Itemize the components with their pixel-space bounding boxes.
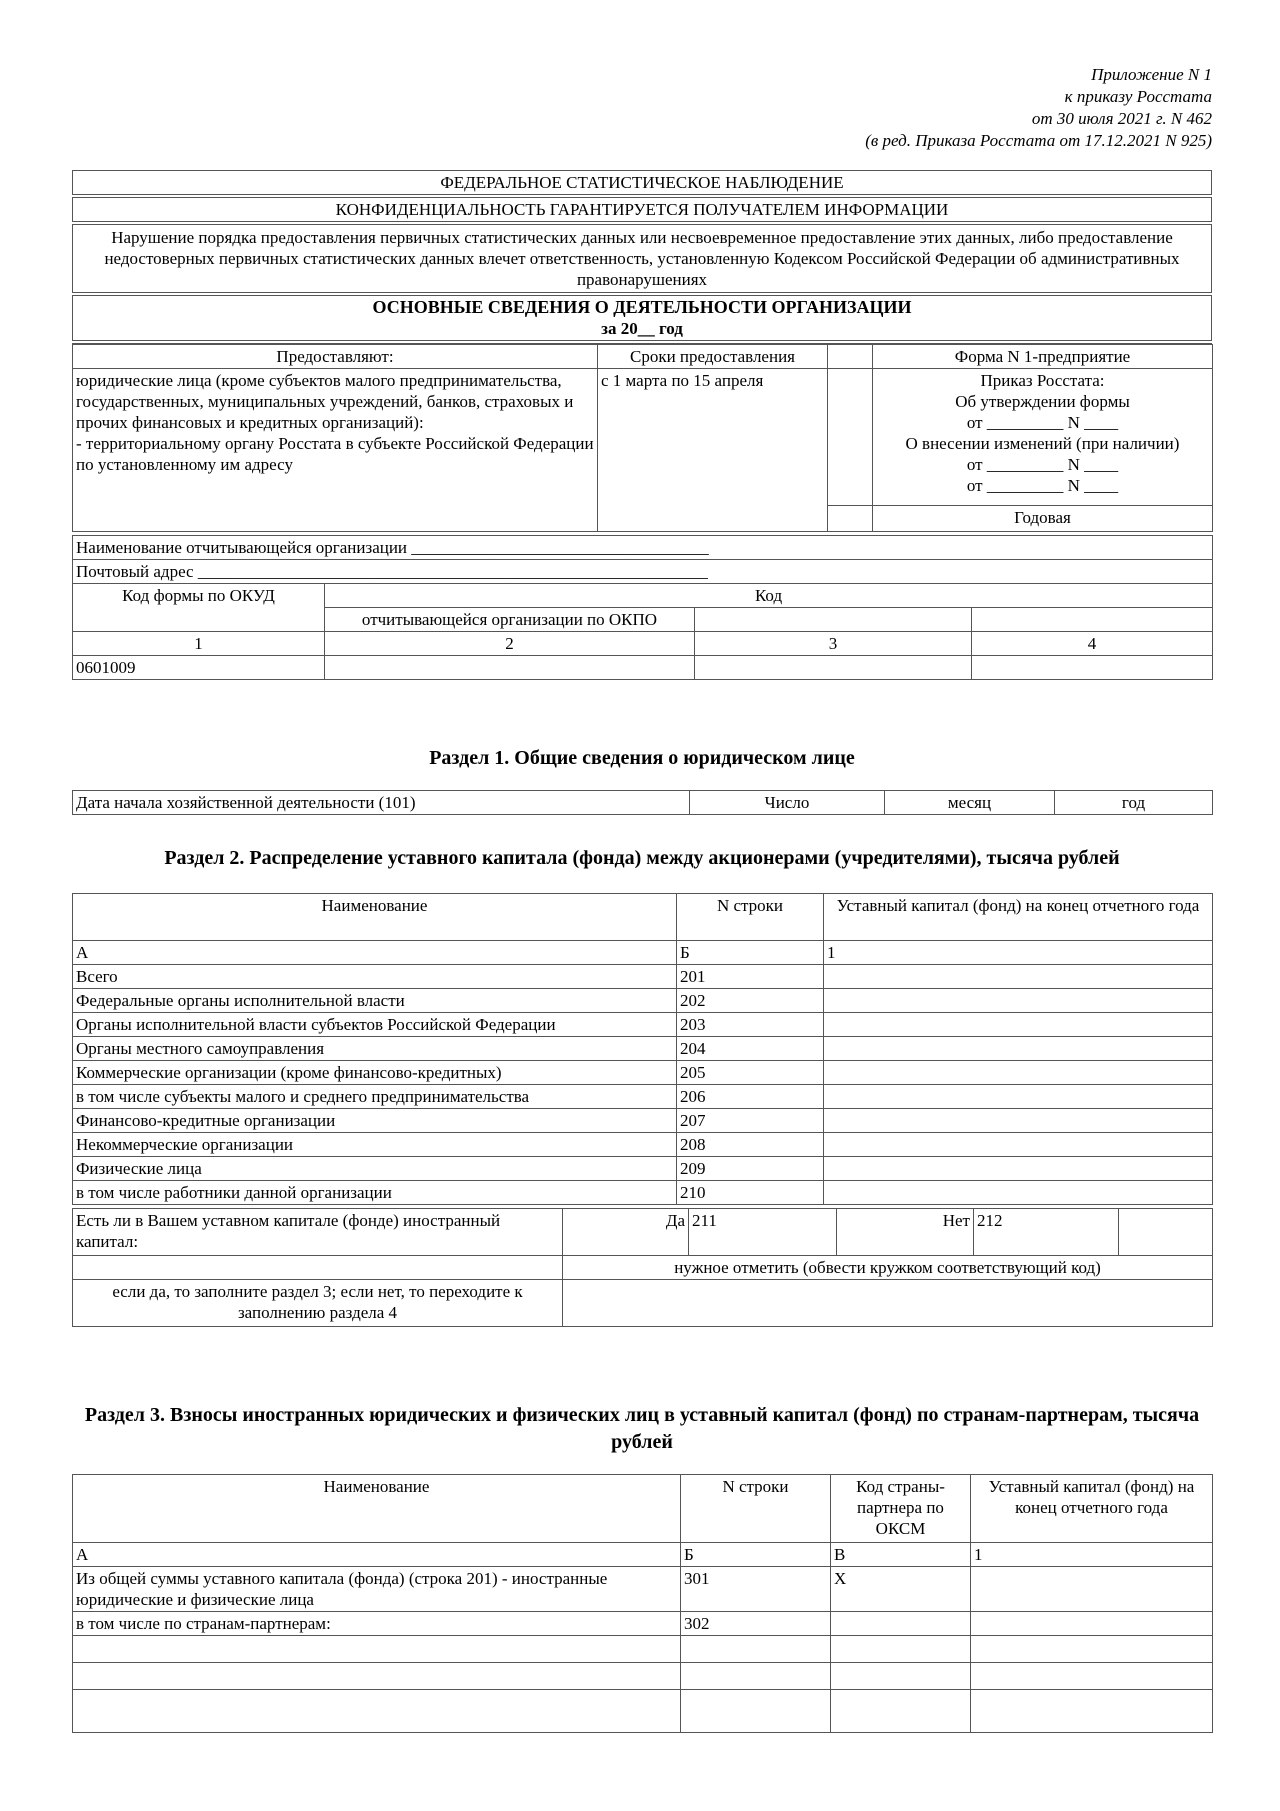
foreign-question: Есть ли в Вашем уставном капитале (фонде) иностранный капитал:	[73, 1209, 563, 1256]
approval-note	[865, 64, 1212, 152]
col-number-4: 4	[972, 632, 1213, 656]
col-number-3: 3	[695, 632, 972, 656]
col-b: Б	[677, 941, 824, 965]
submission-table	[72, 344, 1213, 532]
who-cell	[73, 369, 598, 532]
yes-code[interactable]: 211	[689, 1209, 837, 1256]
col-a: А	[73, 1543, 681, 1567]
row-name: Органы исполнительной власти субъектов Российской Федерации	[73, 1013, 677, 1037]
col-1: 1	[971, 1543, 1213, 1567]
year-field[interactable]: год	[1055, 791, 1213, 815]
blank-cell	[681, 1663, 831, 1690]
blank-cell[interactable]	[831, 1663, 971, 1690]
foreign-contrib-table	[72, 1474, 1213, 1733]
section-2	[72, 893, 1213, 1327]
section-1	[72, 790, 1213, 815]
when-text: с 1 марта по 15 апреля	[598, 369, 828, 532]
row-value[interactable]	[824, 1133, 1213, 1157]
row-value[interactable]	[824, 1037, 1213, 1061]
form-title-cell	[73, 294, 1212, 342]
blank-cell	[828, 506, 873, 532]
who-text: юридические лица (кроме субъектов малого предпринимательства, государственных, муниципальных учреждений, банков, страховых и прочих финансовых и кредитных организаций):	[76, 371, 574, 432]
foreign-capital-table	[72, 1208, 1213, 1327]
org-name-line: Наименование отчитывающейся организации ___________________________________	[73, 536, 1213, 560]
table-row	[73, 1037, 1213, 1061]
row-number: 201	[677, 965, 824, 989]
row-name: Всего	[73, 965, 677, 989]
row-number: 205	[677, 1061, 824, 1085]
row-name: в том числе работники данной организации	[73, 1181, 677, 1205]
row-value[interactable]	[824, 965, 1213, 989]
table-row	[73, 1157, 1213, 1181]
blank-cell	[1119, 1209, 1213, 1256]
order-line-4: О внесении изменений (при наличии)	[905, 434, 1180, 453]
col-when: Сроки предоставления	[598, 345, 828, 369]
row-name: Финансово-кредитные организации	[73, 1109, 677, 1133]
okud-label: Код формы по ОКУД	[73, 584, 325, 632]
form-year: за 20__ год	[601, 319, 683, 338]
confidentiality-note: КОНФИДЕНЦИАЛЬНОСТЬ ГАРАНТИРУЕТСЯ ПОЛУЧАТЕЛЕМ ИНФОРМАЦИИ	[73, 196, 1212, 223]
row-301-number: 301	[681, 1567, 831, 1612]
month-field[interactable]: месяц	[885, 791, 1055, 815]
okpo-label: отчитывающейся организации по ОКПО	[325, 608, 695, 632]
col-number-1: 1	[73, 632, 325, 656]
section-3	[72, 1474, 1213, 1733]
postal-address-line: Почтовый адрес ____________________________________________________________	[73, 560, 1213, 584]
table-row	[73, 1013, 1213, 1037]
header-capital: Уставный капитал (фонд) на конец отчетного года	[824, 894, 1213, 941]
row-name: в том числе субъекты малого и среднего предпринимательства	[73, 1085, 677, 1109]
federal-observation: ФЕДЕРАЛЬНОЕ СТАТИСТИЧЕСКОЕ НАБЛЮДЕНИЕ	[73, 171, 1212, 197]
row-value[interactable]	[824, 1013, 1213, 1037]
row-302-country[interactable]	[831, 1612, 971, 1636]
approval-line-4: (в ред. Приказа Росстата от 17.12.2021 N 925)	[865, 131, 1212, 150]
blank-cell	[695, 608, 972, 632]
row-number: 203	[677, 1013, 824, 1037]
col-1: 1	[824, 941, 1213, 965]
code-input-3[interactable]	[695, 656, 972, 680]
row-301-x: X	[831, 1567, 971, 1612]
header-name: Наименование	[73, 894, 677, 941]
order-line-6: от _________ N ____	[966, 476, 1119, 495]
row-number: 206	[677, 1085, 824, 1109]
blank-cell	[828, 345, 873, 369]
col-number-2: 2	[325, 632, 695, 656]
row-number: 208	[677, 1133, 824, 1157]
col-b: Б	[681, 1543, 831, 1567]
row-number: 204	[677, 1037, 824, 1061]
order-line-5: от _________ N ____	[966, 455, 1119, 474]
empty-row	[73, 1636, 681, 1663]
header-row-number: N строки	[681, 1475, 831, 1543]
blank-cell	[563, 1280, 1213, 1327]
approval-line-3: от 30 июля 2021 г. N 462	[1031, 109, 1212, 128]
row-name: Органы местного самоуправления	[73, 1037, 677, 1061]
blank-cell[interactable]	[971, 1663, 1213, 1690]
section-2-title: Раздел 2. Распределение уставного капитала (фонда) между акционерами (учредителями), тысяча рублей	[164, 847, 1120, 869]
row-number: 202	[677, 989, 824, 1013]
blank-cell	[828, 369, 873, 506]
table-row	[73, 1181, 1213, 1205]
start-date-label: Дата начала хозяйственной деятельности (101)	[73, 791, 690, 815]
row-value[interactable]	[824, 1157, 1213, 1181]
form-title: ОСНОВНЫЕ СВЕДЕНИЯ О ДЕЯТЕЛЬНОСТИ ОРГАНИЗАЦИИ	[372, 297, 912, 317]
table-row	[73, 1133, 1213, 1157]
row-value[interactable]	[824, 1085, 1213, 1109]
col-v: В	[831, 1543, 971, 1567]
row-number: 210	[677, 1181, 824, 1205]
form-header	[72, 170, 1213, 680]
table-row	[73, 1061, 1213, 1085]
table-row	[73, 989, 1213, 1013]
header-row-number: N строки	[677, 894, 824, 941]
row-value[interactable]	[824, 1061, 1213, 1085]
row-302-name: в том числе по странам-партнерам:	[73, 1612, 681, 1636]
blank-cell	[73, 1256, 563, 1280]
row-name: Коммерческие организации (кроме финансово-кредитных)	[73, 1061, 677, 1085]
header-capital: Уставный капитал (фонд) на конец отчетного года	[971, 1475, 1213, 1543]
row-value[interactable]	[824, 989, 1213, 1013]
order-line-3: от _________ N ____	[966, 413, 1119, 432]
mark-hint: нужное отметить (обвести кружком соответствующий код)	[563, 1256, 1213, 1280]
approval-line-2: к приказу Росстата	[1064, 87, 1212, 106]
row-name: Физические лица	[73, 1157, 677, 1181]
org-table	[72, 535, 1213, 680]
row-301-value[interactable]	[971, 1567, 1213, 1612]
blank-cell[interactable]	[971, 1636, 1213, 1663]
who-text-2: - территориальному органу Росстата в субъекте Российской Федерации по установленному им адресу	[76, 434, 594, 474]
empty-row	[73, 1663, 681, 1690]
code-input-4[interactable]	[972, 656, 1213, 680]
empty-row	[73, 1690, 681, 1733]
section-3-title: Раздел 3. Взносы иностранных юридических и физических лиц в уставный капитал (фонд) по странам-партнерам, тысяча рублей	[84, 1404, 1200, 1453]
blank-cell	[681, 1636, 831, 1663]
blank-cell[interactable]	[831, 1636, 971, 1663]
instruction: если да, то заполните раздел 3; если нет, то переходите к заполнению раздела 4	[73, 1280, 563, 1327]
row-name: Некоммерческие организации	[73, 1133, 677, 1157]
row-name: Федеральные органы исполнительной власти	[73, 989, 677, 1013]
liability-warning: Нарушение порядка предоставления первичных статистических данных или несвоевременное предоставление этих данных, либо предоставление недостоверных первичных статистических данных влечет ответственность, установленную Кодексом Российской Федерации об административных правонарушениях	[73, 223, 1212, 294]
yes-label: Да	[563, 1209, 689, 1256]
no-code[interactable]: 212	[974, 1209, 1119, 1256]
capital-table	[72, 893, 1213, 1205]
approval-line-1: Приложение N 1	[1091, 65, 1212, 84]
col-a: А	[73, 941, 677, 965]
blank-cell[interactable]	[831, 1690, 971, 1733]
row-number: 209	[677, 1157, 824, 1181]
row-302-number: 302	[681, 1612, 831, 1636]
row-value[interactable]	[824, 1181, 1213, 1205]
table-row	[73, 1109, 1213, 1133]
blank-cell	[972, 608, 1213, 632]
row-value[interactable]	[824, 1109, 1213, 1133]
day-field[interactable]: Число	[690, 791, 885, 815]
row-301-name: Из общей суммы уставного капитала (фонда) (строка 201) - иностранные юридические и физические лица	[73, 1567, 681, 1612]
header-name: Наименование	[73, 1475, 681, 1543]
no-label: Нет	[837, 1209, 974, 1256]
okpo-input[interactable]	[325, 656, 695, 680]
period-cell: Годовая	[873, 506, 1213, 532]
row-number: 207	[677, 1109, 824, 1133]
table-row	[73, 965, 1213, 989]
code-label: Код	[325, 584, 1213, 608]
order-line-1: Приказ Росстата:	[980, 371, 1105, 390]
okud-value: 0601009	[73, 656, 325, 680]
section-1-title: Раздел 1. Общие сведения о юридическом лице	[429, 747, 855, 769]
header-country-code: Код страны-партнера по ОКСМ	[831, 1475, 971, 1543]
blank-cell[interactable]	[971, 1690, 1213, 1733]
order-cell	[873, 369, 1213, 506]
col-form: Форма N 1-предприятие	[873, 345, 1213, 369]
table-row	[73, 1085, 1213, 1109]
order-line-2: Об утверждении формы	[955, 392, 1130, 411]
row-302-value[interactable]	[971, 1612, 1213, 1636]
col-who: Предоставляют:	[73, 345, 598, 369]
blank-cell	[681, 1690, 831, 1733]
